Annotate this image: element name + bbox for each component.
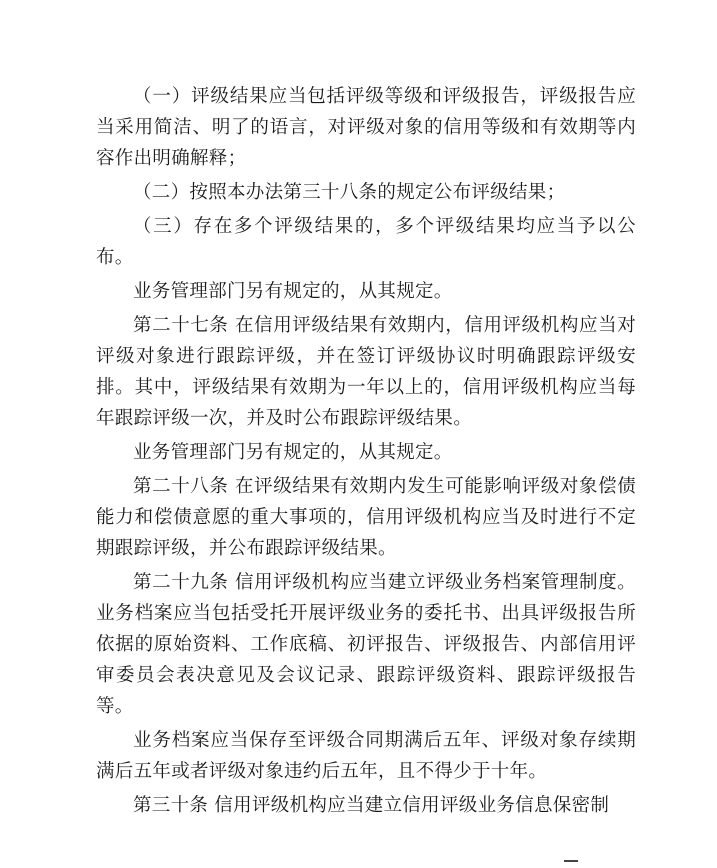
paragraph-supplementary-rule-1: 业务管理部门另有规定的，从其规定。 (133, 281, 453, 302)
paragraph-item-1: （一）评级结果应当包括评级等级和评级报告，评级报告应当采用简洁、明了的语言，对评级对象的信用等级和有效期等内容作出明确解释； (96, 86, 636, 169)
paragraph-supplementary-rule-2: 业务管理部门另有规定的，从其规定。 (133, 442, 453, 463)
paragraph-article-30: 第三十条 信用评级机构应当建立信用评级业务信息保密制 (133, 795, 610, 816)
paragraph-archive-retention: 业务档案应当保存至评级合同期满后五年、评级对象存续期满后五年或者评级对象违约后五年，且不得少于十年。 (96, 730, 636, 782)
paragraph-article-27: 第二十七条 在信用评级结果有效期内，信用评级机构应当对评级对象进行跟踪评级，并在签订评级协议时明确跟踪评级安排。其中，评级结果有效期为一年以上的，信用评级机构应当每年跟踪评级一次，并及时公布跟踪评级结果。 (96, 315, 636, 429)
paragraph-article-29: 第二十九条 信用评级机构应当建立评级业务档案管理制度。业务档案应当包括受托开展评级业务的委托书、出具评级报告所依据的原始资料、工作底稿、初评报告、评级报告、内部信用评审委员会表决意见及会议记录、跟踪评级资料、跟踪评级报告等。 (96, 572, 636, 717)
document-body (96, 81, 636, 824)
paragraph-item-3: （三）存在多个评级结果的，多个评级结果均应当予以公布。 (96, 216, 636, 268)
paragraph-article-28: 第二十八条 在评级结果有效期内发生可能影响评级对象偿债能力和偿债意愿的重大事项的，信用评级机构应当及时进行不定期跟踪评级，并公布跟踪评级结果。 (96, 476, 636, 559)
paragraph-item-2: （二）按照本办法第三十八条的规定公布评级结果； (133, 182, 566, 203)
page-edge-mark (564, 860, 578, 862)
